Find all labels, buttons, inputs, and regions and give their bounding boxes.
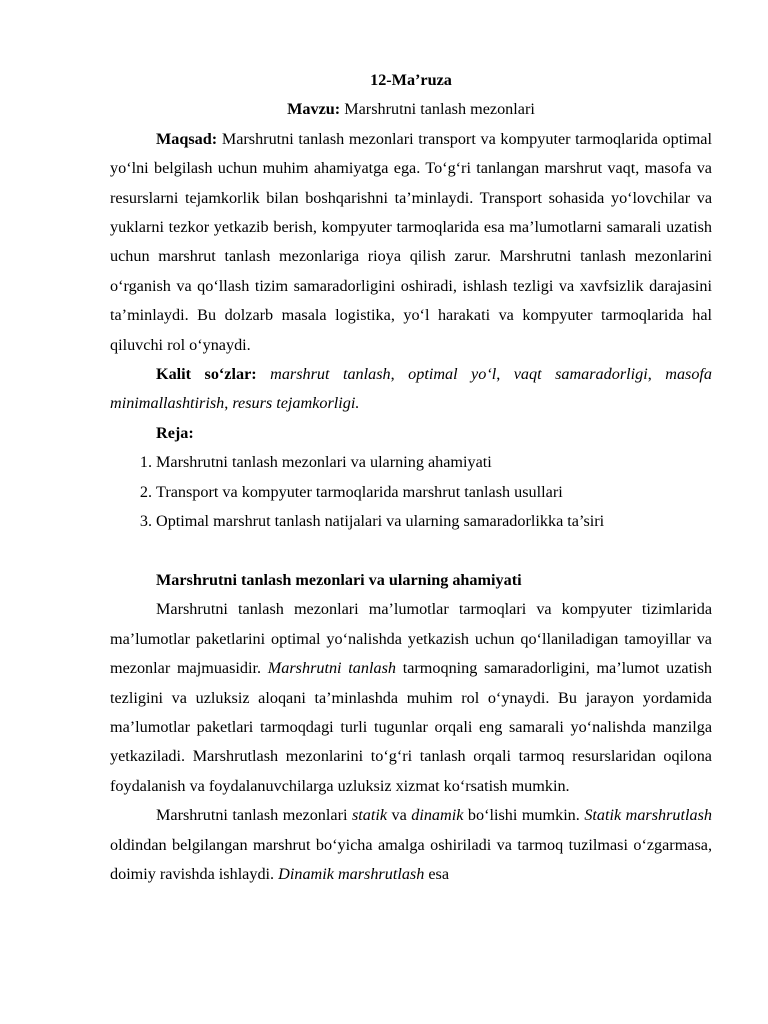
keyword: optimal yo‘l	[408, 365, 497, 384]
keyword: masofa minimallashtirish	[110, 365, 713, 413]
keyword: marshrut tanlash	[256, 365, 391, 384]
topic-line	[110, 95, 712, 124]
goal-label: Maqsad:	[156, 129, 218, 148]
plan-item: 2. Transport va kompyuter tarmoqlarida marshrut tanlash usullari	[139, 482, 563, 501]
keyword: vaqt samaradorligi	[513, 365, 648, 384]
blank-line	[110, 537, 712, 566]
body-paragraph-2: Marshrutni tanlash mezonlari statik va dinamik bo‘lishi mumkin. Statik marshrutlash oldindan belgilangan marshrut bo‘yicha amalga oshiriladi va tarmoq tuzilmasi o‘zgarmasa, doimiy ravishda ishlaydi. Dinamik marshrutlash esa	[110, 806, 713, 883]
keywords-label: Kalit so‘zlar:	[156, 365, 257, 384]
keywords-paragraph: Kalit so‘zlar: marshrut tanlash, optimal yo‘l, vaqt samaradorligi, masofa minimallashtirish, resurs tejamkorligi.	[110, 365, 713, 413]
topic-label: Mavzu:	[287, 100, 341, 119]
goal-paragraph	[110, 125, 712, 360]
plan-list	[110, 448, 712, 536]
plan-heading: Reja:	[156, 423, 194, 442]
plan-item: 1. Marshrutni tanlash mezonlari va ularning ahamiyati	[139, 453, 492, 472]
plan-item: 3. Optimal marshrut tanlash natijalari va ularning samaradorlikka ta’siri	[139, 512, 605, 531]
keyword: resurs tejamkorligi.	[232, 394, 360, 413]
lecture-title: 12-Ma’ruza	[370, 71, 452, 89]
topic-text: Marshrutni tanlash mezonlari	[340, 100, 535, 119]
document-content	[110, 66, 712, 889]
section-heading: Marshrutni tanlash mezonlari va ularning ahamiyati	[156, 570, 522, 589]
goal-text: Marshrutni tanlash mezonlari transport va kompyuter tarmoqlarida optimal yo‘lni belgilash uchun muhim ahamiyatga ega. To‘g‘ri tanlangan marshrut vaqt, masofa va resurslarni tejamkorlik bilan boshqarishni ta’minlaydi. Transport sohasida yo‘lovchilar va yuklarni tezkor yetkazib berish, kompyuter tarmoqlarida esa ma’lumotlarni samarali uzatish uchun marshrut tanlash mezonlariga rioya qilish zarur. Marshrutni tanlash mezonlarini o‘rganish va qo‘llash tizim samaradorligini oshiradi, ishlash tezligi va xavfsizlik darajasini ta’minlaydi. Bu dolzarb masala logistika, yo‘l harakati va kompyuter tarmoqlarida hal qiluvchi rol o‘ynaydi.	[110, 129, 712, 354]
body-paragraph-1: Marshrutni tanlash mezonlari ma’lumotlar tarmoqlari va kompyuter tizimlarida ma’lumotlar paketlarini optimal yo‘nalishda yetkazish uchun qo‘llaniladigan tamoyillar va mezonlar majmuasidir. Marshrutni tanlash tarmoqning samaradorligini, ma’lumot uzatish tezligini va uzluksiz aloqani ta’minlashda muhim rol o‘ynaydi. Bu jarayon yordamida ma’lumotlar paketlari tarmoqdagi turli tugunlar orqali eng samarali yo‘nalishda manzilga yetkaziladi. Marshrutlash mezonlarini to‘g‘ri tanlash orqali tarmoq resurslaridan oqilona foydalanish va foydalanuvchilarga uzluksiz xizmat ko‘rsatish mumkin.	[110, 600, 713, 795]
